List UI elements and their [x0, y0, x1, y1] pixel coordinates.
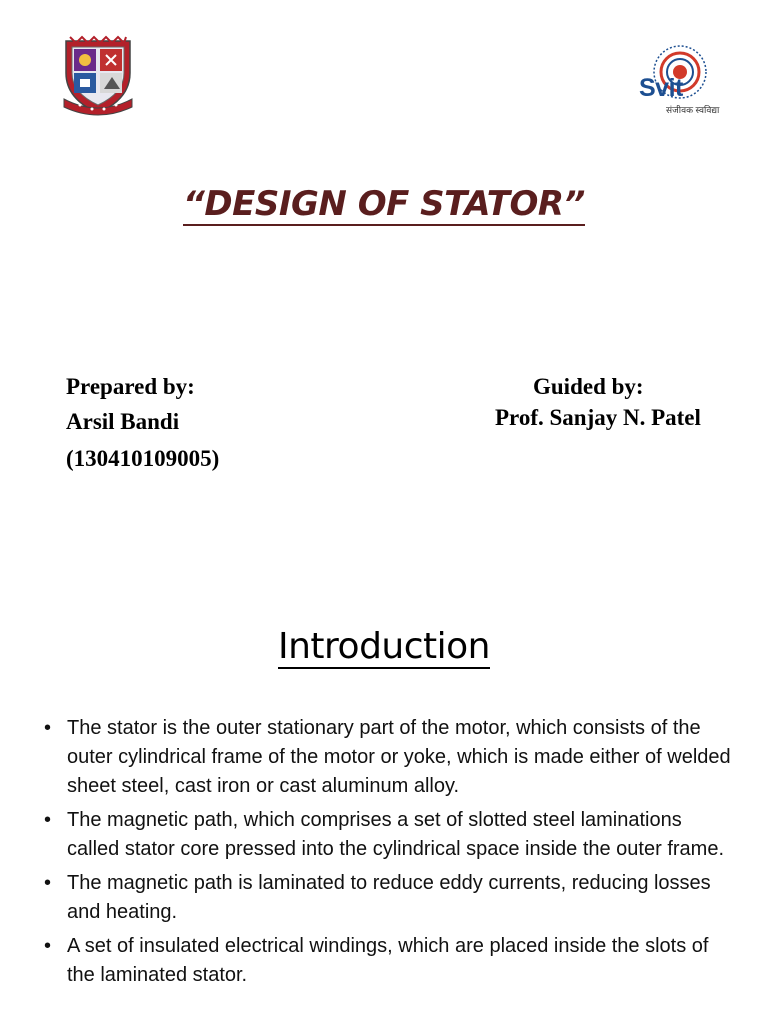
introduction-heading — [0, 626, 768, 667]
list-item — [44, 806, 734, 864]
guided-by-label: Guided by: — [533, 374, 644, 399]
presentation-title-text: “DESIGN OF STATOR” — [183, 184, 585, 224]
introduction-heading-text: Introduction — [277, 626, 490, 667]
bullet-text: The stator is the outer stationary part of the motor, which consists of the outer cylindrical frame of the motor or yoke, which is made either of welded sheet steel, cast iron or cast aluminum alloy. — [67, 717, 731, 797]
bullet-text: A set of insulated electrical windings, which are placed inside the slots of the laminated stator. — [67, 935, 709, 986]
list-item — [44, 714, 734, 801]
introduction-bullet-list — [44, 714, 734, 995]
bullet-icon: • — [44, 935, 52, 957]
university-crest-logo — [60, 33, 136, 119]
bullet-icon: • — [44, 717, 52, 739]
prepared-by-label: Prepared by: — [66, 374, 195, 399]
bullet-icon: • — [44, 872, 52, 894]
list-item — [44, 869, 734, 927]
svit-logo-tagline: संजीवक स्वविद्या — [666, 105, 720, 115]
svit-logo — [634, 40, 720, 118]
presentation-title — [0, 184, 768, 224]
bullet-icon: • — [44, 809, 52, 831]
author-enrollment-id: (130410109005) — [66, 446, 220, 471]
guide-name: Prof. Sanjay N. Patel — [495, 405, 701, 430]
introduction-slide — [0, 600, 768, 1024]
author-name: Arsil Bandi — [66, 409, 180, 434]
list-item — [44, 932, 734, 990]
bullet-text: The magnetic path is laminated to reduce eddy currents, reducing losses and heating. — [67, 872, 711, 923]
bullet-text: The magnetic path, which comprises a set of slotted steel laminations called stator core pressed into the cylindrical space inside the outer frame. — [67, 809, 725, 860]
svit-logo-text: Svit — [639, 74, 683, 102]
